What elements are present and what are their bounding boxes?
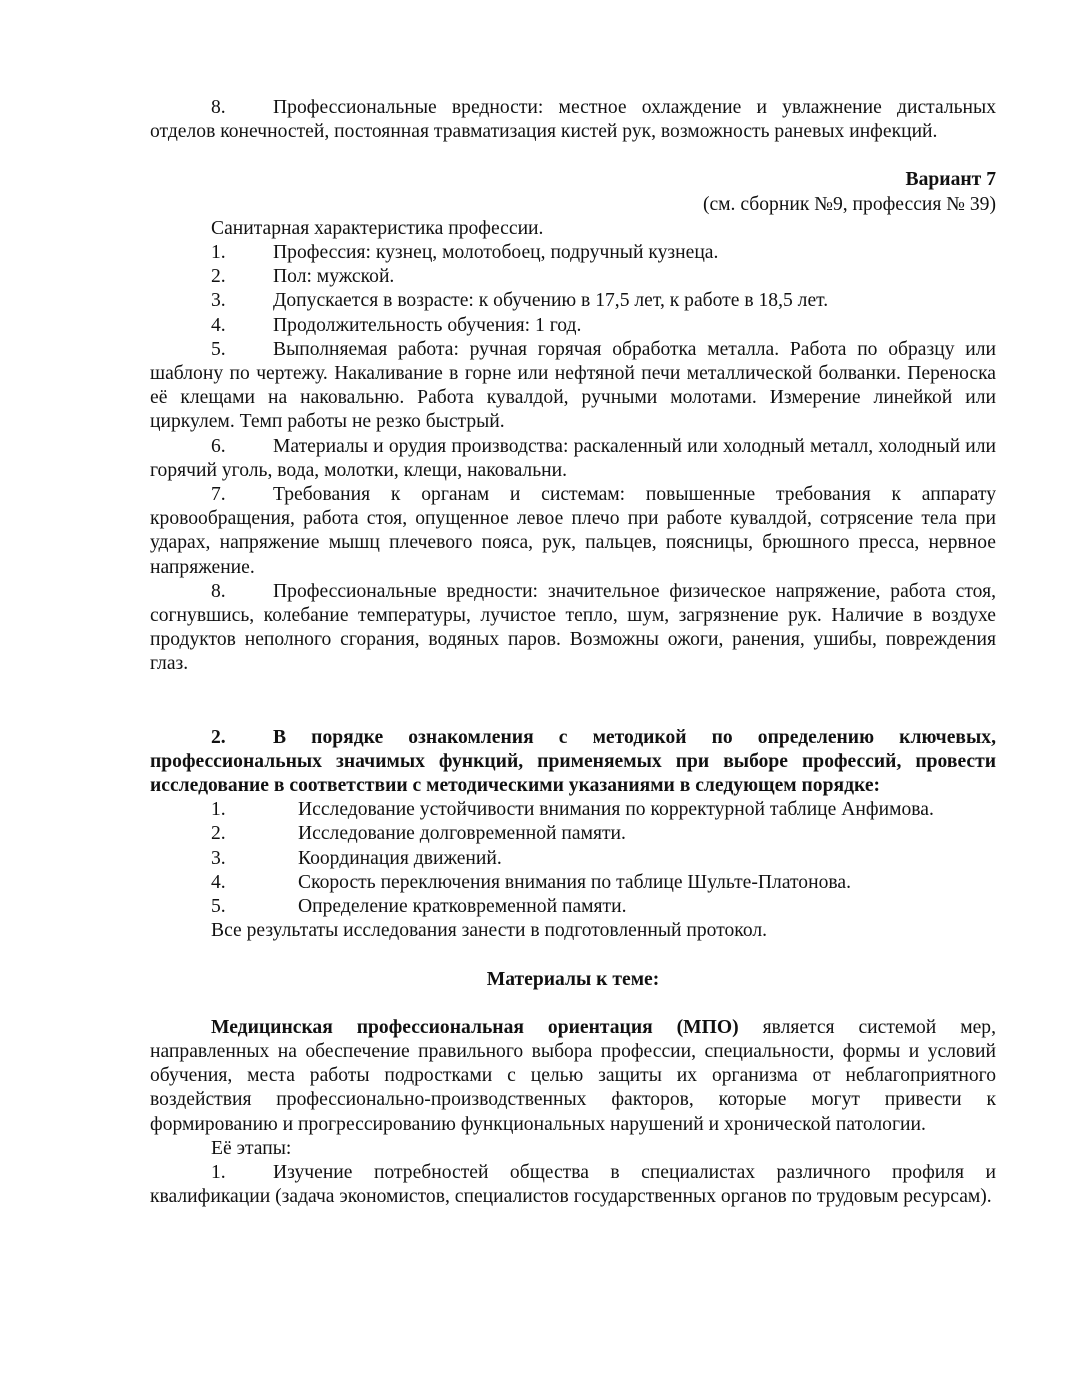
item-text: Допускается в возрасте: к обучению в 17,5 лет, к работе в 18,5 лет. (273, 290, 829, 312)
item-text: Определение кратковременной памяти. (298, 896, 627, 918)
item-number: 4. (211, 871, 226, 893)
list-item (150, 435, 996, 483)
list-item (150, 1161, 996, 1209)
item-number: 3. (211, 290, 226, 312)
document-page (150, 96, 996, 1209)
item-text: Материалы и орудия производства: раскаленный или холодный металл, холодный или горячий уголь, вода, молотки, клещи, наковальни. (150, 435, 996, 481)
variant-title: Вариант 7 (905, 169, 996, 191)
list-item (150, 96, 996, 144)
item-text: Профессия: кузнец, молотобоец, подручный кузнеца. (273, 242, 719, 264)
spacer (150, 944, 996, 968)
item-number: 8. (211, 97, 226, 118)
item-text: Требования к органам и системам: повышенные требования к аппарату кровообращения, работа стоя, опущенное левое плечо при работе кувалдой, сотрясение тела при ударах, напряжение мышц плечевого пояса, рук, пальцев, поясницы, брюшного пресса, нервное напряжение. (150, 484, 996, 578)
list-item (150, 338, 996, 435)
spacer (150, 677, 996, 726)
item-text: Пол: мужской. (273, 266, 395, 288)
variant-reference: (см. сборник №9, профессия № 39) (702, 193, 996, 215)
item-text: Профессиональные вредности: значительное физическое напряжение, работа стоя, согнувшись, колебание температуры, лучистое тепло, шум, загрязнение рук. Наличие в воздухе продуктов неполного сгорания, водяных паров. Возможны ожоги, ранения, ушибы, повреждения глаз. (150, 580, 996, 675)
item-text: Изучение потребностей общества в специалистах различного профиля и квалификации (задача экономистов, специалистов государственных органов по трудовым ресурсам). (150, 1161, 996, 1208)
closing-text: Все результаты исследования занести в подготовленный протокол. (211, 920, 768, 942)
list-item (150, 241, 996, 265)
task-text: В порядке ознакомления с методикой по определению ключевых, профессиональных значимых функций, применяемых при выборе профессий, провести исследование в соответствии с методическими указаниями в следующем порядке: (150, 726, 996, 797)
item-number: 8. (211, 580, 226, 602)
list-item (150, 798, 996, 822)
item-number: 7. (211, 484, 226, 506)
item-text: Профессиональные вредности: местное охлаждение и увлажнение дистальных отделов конечностей, постоянная травматизация кистей рук, возможность раневых инфекций. (150, 97, 996, 143)
definition-text: является системой мер, направленных на обеспечение правильного выбора профессии, специальности, формы и условий обучения, места работы подростками с целью защиты их организма от неблагоприятного воздействия профессионально-производственных факторов, которые могут привести к формированию и прогрессированию функциональных нарушений и хронической патологии. (150, 1016, 996, 1135)
task-number: 2. (211, 726, 226, 748)
list-item (150, 289, 996, 313)
term: Медицинская профессиональная ориентация (МПО) (211, 1016, 739, 1038)
list-item (150, 822, 996, 846)
list-item (150, 580, 996, 677)
list-item (150, 265, 996, 289)
item-text: Выполняемая работа: ручная горячая обработка металла. Работа по образцу или шаблону по чертежу. Накаливание в горне или нефтяной печи металлической болванки. Переноска её клещами на наковальню. Работа кувалдой, ручными молотами. Измерение линейкой или циркулем. Темп работы не резко быстрый. (150, 338, 996, 433)
section-heading: Санитарная характеристика профессии. (211, 217, 544, 239)
spacer (150, 144, 996, 168)
materials-heading: Материалы к теме: (486, 968, 660, 990)
item-number: 1. (211, 799, 226, 821)
item-text: Исследование устойчивости внимания по корректурной таблице Анфимова. (298, 799, 934, 821)
task-paragraph (150, 726, 996, 799)
item-text: Продолжительность обучения: 1 год. (273, 314, 582, 336)
item-number: 4. (211, 314, 226, 336)
definition-paragraph (150, 1016, 996, 1137)
item-number: 5. (211, 338, 226, 360)
stages-label: Её этапы: (211, 1137, 292, 1159)
item-text: Скорость переключения внимания по таблице Шульте-Платонова. (298, 871, 851, 893)
item-number: 3. (211, 847, 226, 869)
item-number: 2. (211, 823, 226, 845)
item-number: 5. (211, 896, 226, 918)
list-item (150, 314, 996, 338)
list-item (150, 847, 996, 871)
list-item (150, 871, 996, 895)
item-text: Исследование долговременной памяти. (298, 823, 626, 845)
spacer (150, 992, 996, 1016)
list-item (150, 483, 996, 580)
item-number: 1. (211, 1161, 226, 1183)
item-number: 2. (211, 266, 226, 288)
item-number: 6. (211, 435, 226, 457)
item-number: 1. (211, 242, 226, 264)
list-item (150, 895, 996, 919)
item-text: Координация движений. (298, 847, 502, 869)
